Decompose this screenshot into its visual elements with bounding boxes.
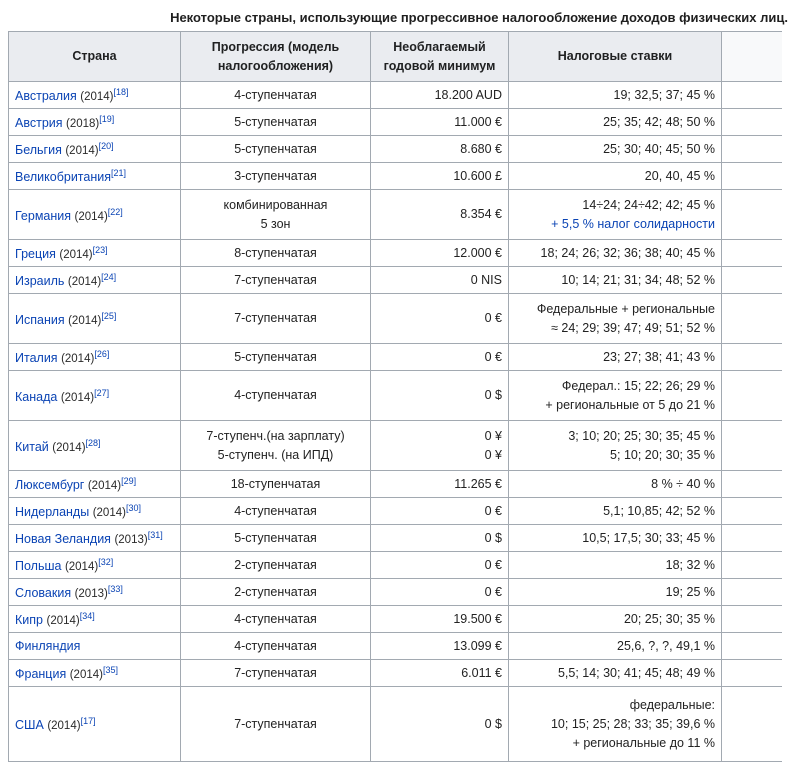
country-year: (2014) [80,91,114,103]
reference-link[interactable]: [26] [94,349,110,359]
table-body [9,82,782,762]
reference-link[interactable]: [30] [125,503,141,513]
model-cell [181,267,371,294]
header-row [9,32,782,82]
header-rates[interactable]: Налоговые ставки [509,32,722,82]
reference-link[interactable]: [32] [98,557,114,567]
table-row [9,190,782,240]
table-row [9,579,782,606]
tax-table [8,31,782,762]
country-year: (2014) [60,391,95,404]
rates-cell-line: 19; 32,5; 37; 45 % [613,87,715,102]
country-link[interactable]: Италия [15,351,58,365]
model-cell-line: 5-ступенчатая [234,530,317,545]
table-row [9,498,782,525]
minimum-cell [371,82,509,109]
rates-cell [509,633,722,660]
rates-cell-line: 8 % ÷ 40 % [651,476,715,491]
model-cell [181,660,371,687]
country-link[interactable]: США [15,718,44,732]
minimum-cell-line: 19.500 € [453,611,502,626]
table-row [9,421,782,471]
country-link[interactable]: Испания [15,312,65,327]
table-row [9,136,782,163]
minimum-cell [371,498,509,525]
rates-cell [509,579,722,606]
extra-cell [722,579,782,606]
reference-link[interactable]: [23] [92,245,108,255]
model-cell-line: 5-ступенч. (на ИПД) [217,447,334,462]
country-link[interactable]: Германия [15,208,72,223]
country-link[interactable]: Новая Зеландия [15,532,111,546]
reference-link[interactable]: [18] [113,87,129,97]
rates-cell [509,371,722,421]
minimum-cell [371,163,509,190]
rates-cell [509,660,722,687]
table-row [9,471,782,498]
minimum-cell-line: 6.011 € [461,665,502,680]
rates-cell-line: Федеральные + региональные [536,301,715,316]
country-year: (2014) [61,353,95,365]
country-link[interactable]: Польша [15,559,62,573]
minimum-cell [371,606,509,633]
minimum-cell [371,136,509,163]
extra-cell [722,267,782,294]
minimum-cell [371,660,509,687]
rates-cell [509,421,722,471]
model-cell [181,471,371,498]
rates-cell [509,471,722,498]
rates-cell [509,136,722,163]
minimum-cell [371,633,509,660]
model-cell [181,344,371,371]
rates-cell [509,267,722,294]
extra-cell [722,344,782,371]
reference-link[interactable]: [24] [101,272,117,282]
rates-cell-line: 18; 24; 26; 32; 36; 38; 40; 45 % [540,245,715,260]
minimum-cell [371,190,509,240]
minimum-cell-line: 0 $ [484,388,502,402]
model-cell [181,109,371,136]
header-country[interactable]: Страна [9,32,181,82]
minimum-cell [371,471,509,498]
minimum-cell [371,240,509,267]
rates-cell [509,109,722,136]
model-cell-line: 4-ступенчатая [234,611,317,626]
country-link[interactable]: Австралия [15,89,77,103]
rates-cell [509,294,722,344]
country-cell [9,371,181,421]
minimum-cell-line: 0 ¥ [484,428,502,443]
country-link[interactable]: Словакия [15,586,72,600]
reference-link[interactable]: [33] [107,584,123,594]
rates-cell [509,606,722,633]
country-link[interactable]: Австрия [15,116,63,130]
model-cell [181,82,371,109]
model-cell [181,606,371,633]
model-cell [181,687,371,762]
rates-cell [509,498,722,525]
minimum-cell [371,109,509,136]
country-cell [9,421,181,471]
model-cell-line: 5 зон [260,216,291,231]
rates-cell-line: 5,5; 14; 30; 41; 45; 48; 49 % [557,665,715,680]
model-cell [181,633,371,660]
table-caption: Некоторые страны, использующие прогрессивное налогообложение доходов физических лиц. [170,10,788,25]
model-cell [181,136,371,163]
country-cell [9,267,181,294]
model-cell [181,498,371,525]
model-cell-line: 2-ступенчатая [234,584,317,599]
country-year: (2014) [74,210,108,223]
table-row [9,163,782,190]
minimum-cell [371,267,509,294]
extra-cell [722,471,782,498]
rates-cell-line: федеральные: [629,697,715,712]
extra-cell [722,136,782,163]
table-row [9,109,782,136]
table-row [9,687,782,762]
minimum-cell [371,421,509,471]
minimum-cell-line: 18.200 AUD [434,87,502,102]
rates-cell [509,240,722,267]
country-year: (2014) [69,669,103,681]
country-year: (2018) [66,118,100,130]
minimum-cell-line: 11.000 € [454,114,502,129]
minimum-cell [371,552,509,579]
minimum-cell-line: 0 € [484,584,502,599]
rates-cell-line: 10; 14; 21; 31; 34; 48; 52 % [561,272,715,287]
table-row [9,660,782,687]
rates-cell-line: Федерал.: 15; 22; 26; 29 % [561,378,715,393]
rates-cell-line: 3; 10; 20; 25; 30; 35; 45 % [568,428,715,443]
minimum-cell-line: 0 NIS [470,272,502,287]
extra-cell [722,371,782,421]
table-row [9,82,782,109]
rates-cell-line: 20, 40, 45 % [644,168,715,183]
minimum-cell-line: 11.265 € [454,476,502,491]
reference-link[interactable]: [27] [94,387,110,398]
rates-cell-line: + региональные до 11 % [572,735,715,750]
model-cell-line: 4-ступенчатая [234,638,317,653]
minimum-cell-line: 0 € [484,311,502,325]
country-link[interactable]: Бельгия [15,143,62,157]
country-year: (2013) [114,534,148,546]
minimum-cell [371,525,509,552]
rates-cell-line: + 5,5 % налог солидарности [551,216,715,231]
extra-cell [722,606,782,633]
rates-cell-line: 18; 32 % [665,557,715,572]
model-cell-line: 2-ступенчатая [234,557,317,572]
model-cell-line: 5-ступенчатая [234,141,317,156]
reference-link[interactable]: [21] [111,168,127,178]
model-cell-line: 7-ступенчатая [234,665,317,680]
model-cell [181,371,371,421]
country-year: (2014) [65,145,99,157]
extra-cell [722,421,782,471]
model-cell [181,294,371,344]
minimum-cell [371,371,509,421]
model-cell [181,240,371,267]
country-link[interactable]: Франция [15,667,67,681]
country-year: (2013) [74,588,108,600]
table-row [9,240,782,267]
reference-link[interactable]: [29] [121,476,137,486]
rates-cell [509,552,722,579]
country-cell [9,136,181,163]
minimum-cell-line: 0 € [484,503,502,518]
country-year: (2014) [59,249,93,261]
minimum-cell-line: 13.099 € [453,638,502,653]
model-cell-line: 3-ступенчатая [234,168,317,183]
minimum-cell-line: 0 $ [484,530,502,545]
rates-cell-line: 25; 35; 42; 48; 50 % [603,114,715,129]
country-year: (2014) [92,507,126,519]
extra-cell [722,687,782,762]
model-cell [181,552,371,579]
rates-cell [509,163,722,190]
country-cell [9,579,181,606]
header-minimum[interactable]: Необлагаемый годовой минимум [371,32,509,82]
country-year: (2014) [87,480,122,492]
rates-cell [509,687,722,762]
minimum-cell [371,294,509,344]
table-row [9,344,782,371]
rates-cell [509,344,722,371]
country-link[interactable]: Китай [15,439,49,454]
table-row [9,294,782,344]
reference-link[interactable]: [20] [98,141,114,151]
country-cell [9,660,181,687]
rates-cell-line: + региональные от 5 до 21 % [545,397,715,412]
country-cell [9,633,181,660]
country-year: (2014) [52,441,86,454]
country-cell [9,109,181,136]
model-cell-line: 7-ступенчатая [234,311,317,325]
minimum-cell-line: 8.680 € [460,141,502,156]
rates-cell-line: 5; 10; 20; 30; 35 % [610,447,715,462]
country-year: (2014) [68,314,102,327]
model-cell-line: 4-ступенчатая [234,503,317,518]
reference-link[interactable]: [17] [80,716,96,726]
rates-cell-line: 23; 27; 38; 41; 43 % [603,349,715,364]
model-cell [181,579,371,606]
country-cell [9,525,181,552]
minimum-cell [371,344,509,371]
rates-cell-line: 20; 25; 30; 35 % [623,611,715,626]
rates-cell-line: 14÷24; 24÷42; 42; 45 % [582,197,715,212]
table-row [9,552,782,579]
rates-cell-line: 10,5; 17,5; 30; 33; 45 % [582,530,715,545]
country-cell [9,552,181,579]
country-cell [9,240,181,267]
rates-cell-line: 25; 30; 40; 45; 50 % [603,141,715,156]
country-link[interactable]: Канада [15,389,58,404]
country-year: (2014) [47,720,81,732]
country-cell [9,344,181,371]
country-cell [9,82,181,109]
minimum-cell-line: 8.354 € [460,207,502,221]
table-row [9,606,782,633]
country-cell [9,163,181,190]
model-cell [181,421,371,471]
header-model[interactable]: Прогрессия (модель налогообложения) [181,32,371,82]
minimum-cell [371,579,509,606]
extra-cell [722,633,782,660]
reference-link[interactable]: [25] [101,310,117,321]
country-link[interactable]: Финляндия [15,639,81,653]
country-link[interactable]: Люксембург [15,478,85,492]
minimum-cell [371,687,509,762]
minimum-cell-line: 0 $ [484,716,502,731]
header-extra [722,32,782,82]
rates-cell-line: 5,1; 10,85; 42; 52 % [603,503,715,518]
rates-cell [509,525,722,552]
country-link[interactable]: Нидерланды [15,505,90,519]
model-cell [181,163,371,190]
model-cell-line: 8-ступенчатая [234,245,317,260]
rates-cell-line: 25,6, ?, ?, 49,1 % [617,638,715,653]
extra-cell [722,552,782,579]
rates-cell-line: 10; 15; 25; 28; 33; 35; 39,6 % [550,716,715,731]
country-link[interactable]: Кипр [15,613,43,627]
minimum-cell-line: 10.600 £ [453,168,502,183]
reference-link[interactable]: [35] [102,665,118,675]
extra-cell [722,525,782,552]
model-cell-line: 4-ступенчатая [234,87,317,102]
country-cell [9,294,181,344]
table-row [9,267,782,294]
reference-link[interactable]: [22] [107,206,123,217]
extra-cell [722,190,782,240]
table-row [9,371,782,421]
table-row [9,525,782,552]
country-link[interactable]: Великобритания [15,170,111,184]
country-cell [9,606,181,633]
extra-cell [722,82,782,109]
model-cell-line: 7-ступенчатая [234,272,317,287]
minimum-cell-line: 0 € [484,349,502,364]
minimum-cell-line: 12.000 € [453,245,502,260]
country-cell [9,190,181,240]
country-link[interactable]: Греция [15,247,56,261]
model-cell-line: 4-ступенчатая [234,388,317,402]
reference-link[interactable]: [31] [147,530,163,540]
table-row [9,633,782,660]
extra-cell [722,660,782,687]
model-cell [181,190,371,240]
country-link[interactable]: Израиль [15,274,65,288]
extra-cell [722,294,782,344]
model-cell-line: 5-ступенчатая [234,349,317,364]
model-cell-line: 18-ступенчатая [230,476,321,491]
country-cell [9,498,181,525]
model-cell-line: 7-ступенч.(на зарплату) [206,428,345,443]
minimum-cell-line: 0 € [484,557,502,572]
country-year: (2014) [64,561,99,573]
rates-cell [509,82,722,109]
minimum-cell-line: 0 ¥ [484,447,502,462]
model-cell-line: 5-ступенчатая [234,114,317,129]
extra-cell [722,240,782,267]
extra-cell [722,498,782,525]
model-cell-line: комбинированная [223,197,328,212]
extra-cell [722,109,782,136]
country-year: (2014) [67,276,102,288]
rates-cell-line: 19; 25 % [665,584,715,599]
country-cell [9,687,181,762]
reference-link[interactable]: [28] [85,437,101,448]
rates-cell [509,190,722,240]
extra-cell [722,163,782,190]
model-cell-line: 7-ступенчатая [234,716,317,731]
country-year: (2014) [46,615,80,627]
reference-link[interactable]: [19] [99,114,115,124]
rates-cell-line: ≈ 24; 29; 39; 47; 49; 51; 52 % [551,320,715,335]
reference-link[interactable]: [34] [79,611,95,621]
model-cell [181,525,371,552]
country-cell [9,471,181,498]
